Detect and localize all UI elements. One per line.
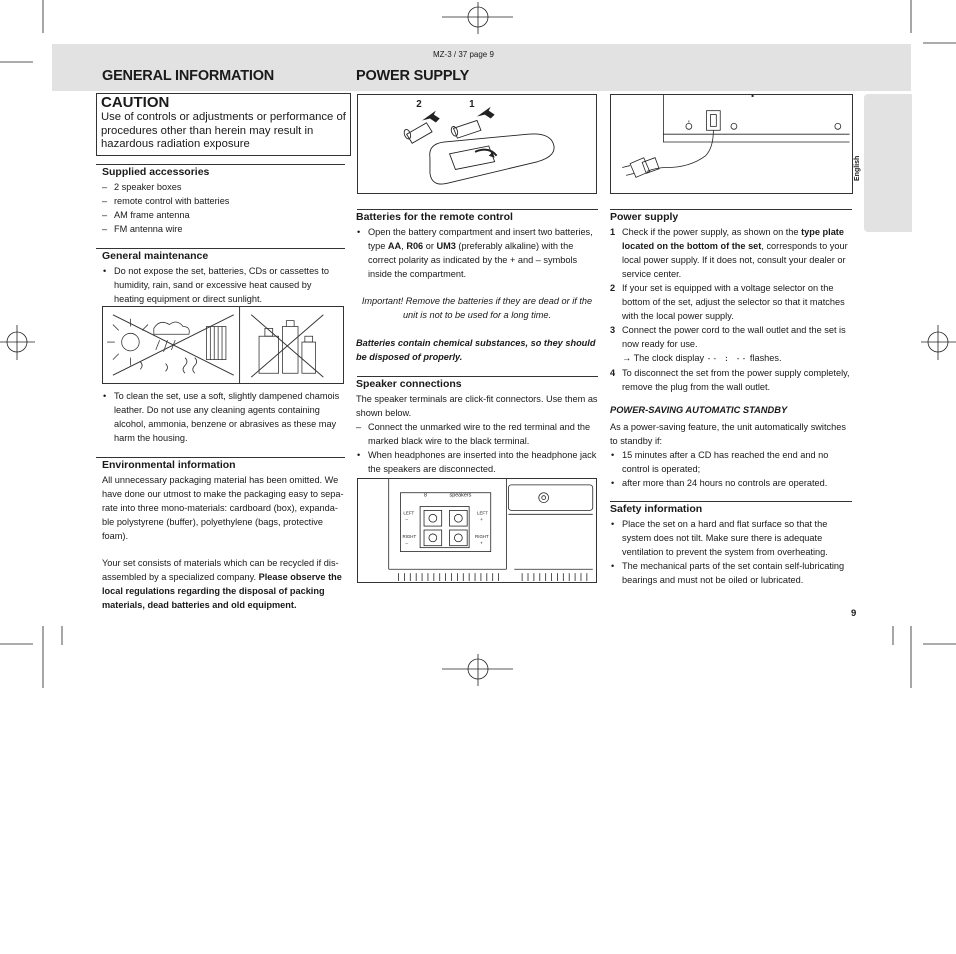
step-text: Check if the power supply, as shown on the [622, 227, 802, 237]
speaker-terminal-illustration [357, 478, 597, 583]
list-item: – Connect the unmarked wire to the red terminal and the marked black wire to the black terminal. [356, 420, 598, 448]
power-supply-steps [610, 225, 853, 394]
step-number: 3 [610, 325, 616, 335]
list-item [610, 366, 853, 394]
batteries-heading: Batteries for the remote control [356, 211, 513, 223]
plus-label-b: + [479, 541, 483, 547]
plus-label-a: + [479, 518, 483, 524]
arrow-icon: → [622, 353, 632, 363]
list-item: – FM antenna wire [102, 222, 342, 236]
divider [96, 457, 345, 458]
list-item [610, 281, 853, 323]
minus-label-a: – [405, 518, 409, 524]
step-text: flashes. [747, 353, 782, 363]
important-note: Important! Remove the batteries if they are dead or if the unit is not to be used for a long time. [361, 296, 593, 320]
page-number: 9 [851, 608, 857, 619]
list-item: – AM frame antenna [102, 208, 342, 222]
divider [610, 501, 852, 502]
battery-separator: , [401, 241, 407, 251]
battery-type-r06: R06 [406, 241, 424, 251]
list-item: – remote control with batteries [102, 194, 342, 208]
remote-battery-illustration [357, 94, 597, 194]
general-information-title: GENERAL INFORMATION [102, 68, 275, 84]
list-item: • Place the set on a hard and flat surface so that the system does not tilt. Make sure there is adequate ventilation to prevent the system from overheating. [610, 517, 853, 559]
list-item [356, 225, 598, 281]
maintenance-list-1 [102, 264, 344, 306]
list-item: • The mechanical parts of the set contain self-lubricating bearings and must not be oiled or lubricated. [610, 559, 853, 587]
step-text: , corresponds to your local power supply. If it does not, consult your dealer or service center. [622, 241, 848, 279]
divider [96, 248, 345, 249]
step-number: 2 [610, 283, 616, 293]
list-item [610, 323, 853, 366]
caution-title: CAUTION [101, 94, 170, 111]
caution-box [96, 93, 351, 156]
speakers-label: speakers [449, 492, 472, 499]
list-item: • To clean the set, use a soft, slightly dampened chamois leather. Do not use any cleaning agents containing alcohol, ammonia, benzene or abrasives as these may harm the housing. [102, 389, 344, 445]
environment-paragraph-1: All unnecessary packaging material has been omitted. We have done our utmost to make the packaging easy to sepa-rate into three mono-materials: cardboard (box), expanda-ble polystyrene (buffer), polyethylene (bags, protective foam). [102, 475, 344, 541]
environmental-information-heading: Environmental information [102, 459, 236, 471]
divider [357, 209, 598, 210]
step-text: If your set is equipped with a voltage selector on the bottom of the set, adjust the selector so that it matches with the local power supply. [622, 283, 845, 321]
chemical-warning: Batteries contain chemical substances, so they should be disposed of properly. [356, 338, 596, 362]
batteries-list [356, 225, 598, 281]
list-item: • after more than 24 hours no controls are operated. [610, 476, 853, 490]
battery-text-2: (preferably alkaline) with the correct polarity as indicated by the + and – symbols inside the compartment. [368, 241, 578, 279]
standby-heading: POWER-SAVING AUTOMATIC STANDBY [610, 405, 788, 415]
speaker-intro: The speaker terminals are click-fit connectors. Use them as shown below. [356, 394, 598, 418]
environment-paragraph-2 [102, 556, 344, 612]
caution-body: Use of controls or adjustments or performance of procedures other than herein may result in hazardous radiation exposure [101, 111, 346, 150]
supplied-accessories-heading: Supplied accessories [102, 166, 210, 178]
supplied-accessories-list [102, 180, 342, 236]
standby-intro: As a power-saving feature, the unit automatically switches to standby if: [610, 422, 846, 446]
ohm-label: 8 [424, 492, 428, 499]
battery-type-um3: UM3 [436, 241, 456, 251]
right-label-a: RIGHT [402, 533, 417, 539]
left-label-b: LEFT [477, 510, 488, 516]
general-maintenance-heading: General maintenance [102, 250, 209, 262]
power-cord-illustration [610, 94, 853, 194]
step-text: Connect the power cord to the wall outlet and the set is now ready for use. [622, 325, 846, 349]
step-bold-text: type plate located on the bottom of the set [622, 227, 844, 251]
speaker-dash-list [356, 420, 598, 448]
battery-text: Open the battery compartment and insert two batteries, type [368, 227, 593, 251]
divider [610, 209, 852, 210]
divider [357, 376, 598, 377]
step-text: The clock display [631, 353, 707, 363]
battery-type-aa: AA [387, 241, 402, 251]
standby-list [610, 448, 853, 490]
power-supply-title: POWER SUPPLY [356, 68, 470, 84]
right-label-b: RIGHT [475, 533, 489, 539]
battery-or: or [423, 241, 437, 251]
list-item [610, 225, 853, 281]
language-tab-label: English [854, 155, 861, 181]
step-number: 1 [610, 227, 616, 237]
figure-label-2: 2 [416, 98, 422, 110]
power-supply-heading: Power supply [610, 211, 679, 223]
figure-label-1: 1 [469, 98, 475, 110]
list-item: – 2 speaker boxes [102, 180, 342, 194]
environment-bold-text: Please observe the local regulations regarding the disposal of packing materials, dead batteries and old equipment. [102, 572, 342, 610]
no-heat-no-chemicals-illustration [102, 306, 344, 384]
maintenance-list-2 [102, 389, 344, 445]
speaker-dot-list [356, 448, 598, 476]
list-item: • Do not expose the set, batteries, CDs or cassettes to humidity, rain, sand or excessive heat caused by heating equipment or direct sunlight. [102, 264, 344, 306]
step-number: 4 [610, 368, 616, 378]
divider [96, 164, 345, 165]
safety-list [610, 517, 853, 587]
list-item: • When headphones are inserted into the headphone jack the speakers are disconnected. [356, 448, 598, 476]
minus-label-b: – [405, 541, 409, 547]
clock-display: -- : -- [706, 354, 748, 363]
page-slug: MZ-3 / 37 page 9 [433, 50, 494, 59]
step-text: To disconnect the set from the power supply completely, remove the plug from the wall outlet. [622, 368, 850, 392]
speaker-connections-heading: Speaker connections [356, 378, 462, 390]
left-label-a: LEFT [403, 510, 415, 516]
safety-information-heading: Safety information [610, 503, 703, 515]
environment-text: Your set consists of materials which can be recycled if dis-assembled by a specialized company. [102, 558, 339, 582]
list-item: • 15 minutes after a CD has reached the end and no control is operated; [610, 448, 853, 476]
